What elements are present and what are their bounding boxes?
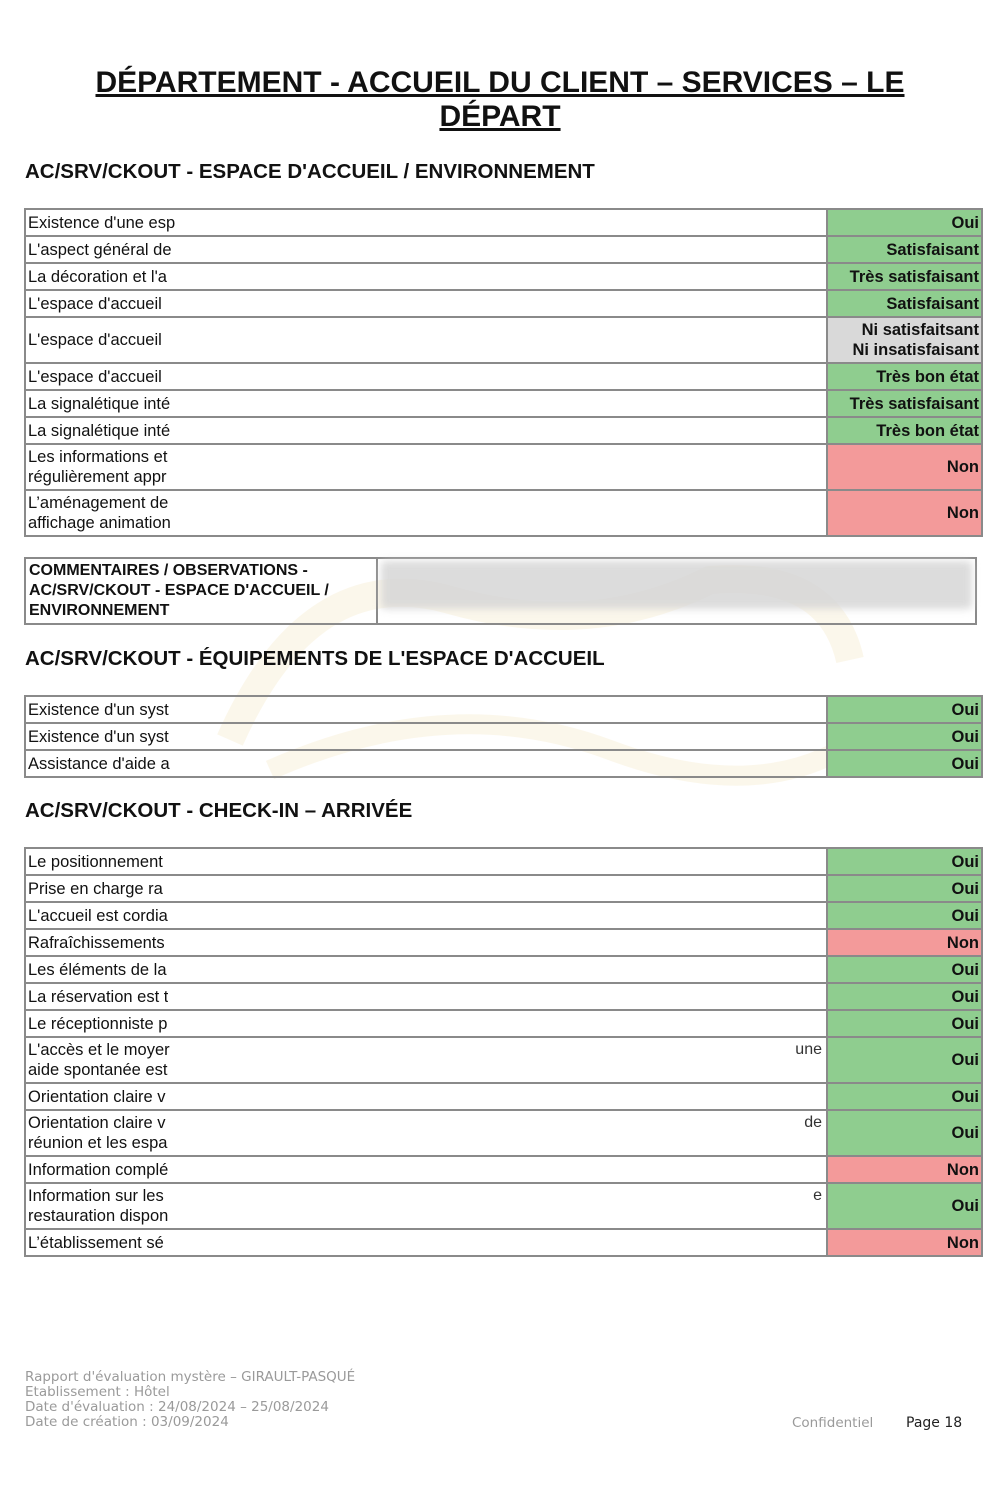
footer-report-name: Rapport d'évaluation mystère – GIRAULT-PASQUÉ [25,1369,356,1385]
table-checkin [24,847,983,1257]
table-row [25,1156,982,1183]
question-cell: Existence d'un syst [25,696,827,723]
answer-cell: Très bon état [827,363,982,390]
table-row [25,696,982,723]
comments-table [24,557,977,625]
question-cell: e Information sur les restauration dispon [25,1183,827,1229]
question-cell: La signalétique inté [25,417,827,444]
table-row [25,902,982,929]
answer-cell: Oui [827,983,982,1010]
answer-cell: Oui [827,848,982,875]
answer-cell: Satisfaisant [827,290,982,317]
table-espace-accueil [24,208,983,537]
question-cell: Le positionnement [25,848,827,875]
answer-cell: Oui [827,696,982,723]
answer-cell: Non [827,1156,982,1183]
question-cell: de Orientation claire v réunion et les espa [25,1110,827,1156]
question-cell: La décoration et l'a [25,263,827,290]
answer-cell: Non [827,929,982,956]
table-row [25,1110,982,1156]
table-row [25,290,982,317]
table-row [25,444,982,490]
table-row [25,236,982,263]
table-row [25,1010,982,1037]
table-row [25,490,982,536]
section-heading-equipements: AC/SRV/CKOUT - ÉQUIPEMENTS DE L'ESPACE D'ACCUEIL [25,647,605,670]
question-cell: Rafraîchissements [25,929,827,956]
table-row [25,417,982,444]
question-cell: Existence d'un syst [25,723,827,750]
question-cell: La signalétique inté [25,390,827,417]
footer-creation-date: Date de création : 03/09/2024 [25,1414,229,1430]
table-row [25,929,982,956]
question-cell: L’aménagement de affichage animation [25,490,827,536]
answer-cell: Oui [827,1083,982,1110]
table-row [25,723,982,750]
question-cell: Orientation claire v [25,1083,827,1110]
answer-cell: Oui [827,1110,982,1156]
answer-cell: Ni satisfaitsant Ni insatisfaisant [827,317,982,363]
report-footer [25,1370,355,1430]
table-row [25,848,982,875]
question-cell: Le réceptionniste p [25,1010,827,1037]
section-heading-checkin: AC/SRV/CKOUT - CHECK-IN – ARRIVÉE [25,799,413,822]
section-heading-accueil: AC/SRV/CKOUT - ESPACE D'ACCUEIL / ENVIRONNEMENT [25,160,595,183]
question-cell: une L'accès et le moyer aide spontanée est [25,1037,827,1083]
question-cell: Assistance d'aide a [25,750,827,777]
table-row [25,390,982,417]
question-cell: L'aspect général de [25,236,827,263]
table-row [25,363,982,390]
answer-cell: Oui [827,1037,982,1083]
answer-cell: Non [827,490,982,536]
question-cell: Les éléments de la [25,956,827,983]
answer-cell: Très satisfaisant [827,263,982,290]
question-cell: L'espace d'accueil [25,317,827,363]
answer-cell: Très satisfaisant [827,390,982,417]
table-row [25,1083,982,1110]
table-row [25,750,982,777]
table-equipements [24,695,983,778]
answer-cell: Oui [827,723,982,750]
answer-cell: Non [827,444,982,490]
question-cell: La réservation est t [25,983,827,1010]
answer-cell: Non [827,1229,982,1256]
answer-cell: Satisfaisant [827,236,982,263]
answer-cell: Oui [827,1010,982,1037]
question-cell: Existence d'une esp [25,209,827,236]
table-row [25,1229,982,1256]
question-cell: Information complé [25,1156,827,1183]
footer-evaluation-date: Date d'évaluation : 24/08/2024 – 25/08/2024 [25,1399,329,1415]
question-cell: L'espace d'accueil [25,290,827,317]
answer-cell: Oui [827,875,982,902]
answer-cell: Oui [827,750,982,777]
question-cell: Les informations et régulièrement appr [25,444,827,490]
answer-cell: Oui [827,956,982,983]
answer-cell: Très bon état [827,417,982,444]
footer-establishment: Etablissement : Hôtel [25,1384,170,1400]
table-row [25,209,982,236]
table-row [25,875,982,902]
answer-cell: Oui [827,209,982,236]
comments-label: COMMENTAIRES / OBSERVATIONS - AC/SRV/CKOUT - ESPACE D'ACCUEIL / ENVIRONNEMENT [25,558,377,624]
table-row [25,983,982,1010]
table-row [25,1037,982,1083]
question-cell: Prise en charge ra [25,875,827,902]
table-row [25,1183,982,1229]
redacted-text [381,561,972,609]
answer-cell: Oui [827,1183,982,1229]
page-number: Page 18 [906,1415,963,1431]
comments-redacted [377,558,976,624]
table-row [25,956,982,983]
question-cell: L'accueil est cordia [25,902,827,929]
answer-cell: Oui [827,902,982,929]
page-title: DÉPARTEMENT - ACCUEIL DU CLIENT – SERVICES – LE DÉPART [95,66,905,133]
question-cell: L’établissement sé [25,1229,827,1256]
question-cell: L'espace d'accueil [25,363,827,390]
confidential-label: Confidentiel [792,1415,874,1431]
table-row [25,263,982,290]
table-row [25,317,982,363]
